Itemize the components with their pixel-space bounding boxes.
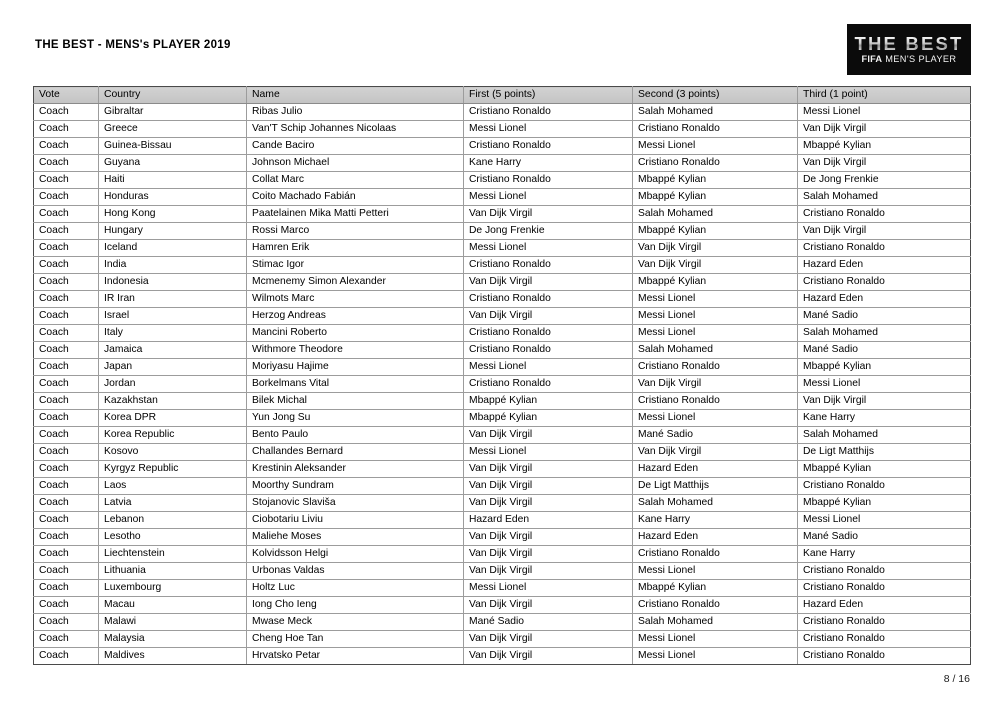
cell-second-place: Messi Lionel [633, 563, 798, 580]
table-row [34, 410, 971, 427]
cell-name: Mwase Meck [247, 614, 464, 631]
cell-country: Hungary [99, 223, 247, 240]
cell-country: Luxembourg [99, 580, 247, 597]
cell-first-place: De Jong Frenkie [464, 223, 633, 240]
cell-country: Kyrgyz Republic [99, 461, 247, 478]
cell-vote: Coach [34, 291, 99, 308]
cell-name: Krestinin Aleksander [247, 461, 464, 478]
table-row [34, 121, 971, 138]
cell-country: Lesotho [99, 529, 247, 546]
cell-second-place: Cristiano Ronaldo [633, 546, 798, 563]
cell-country: Korea DPR [99, 410, 247, 427]
column-header-first: First (5 points) [464, 87, 633, 104]
table-row [34, 155, 971, 172]
cell-second-place: Salah Mohamed [633, 206, 798, 223]
cell-vote: Coach [34, 580, 99, 597]
table-row [34, 223, 971, 240]
cell-first-place: Messi Lionel [464, 189, 633, 206]
cell-country: Laos [99, 478, 247, 495]
cell-second-place: Messi Lionel [633, 631, 798, 648]
table-row [34, 512, 971, 529]
table-header-row [34, 87, 971, 104]
cell-country: Lebanon [99, 512, 247, 529]
cell-vote: Coach [34, 138, 99, 155]
vote-table [33, 86, 971, 665]
logo-wordmark-text: THE BEST [854, 32, 964, 54]
logo-category-text: MEN'S PLAYER [882, 54, 957, 65]
cell-name: Cande Baciro [247, 138, 464, 155]
table-row [34, 393, 971, 410]
cell-country: Guinea-Bissau [99, 138, 247, 155]
vote-table-body [34, 104, 971, 665]
column-header-third: Third (1 point) [798, 87, 971, 104]
cell-third-place: Messi Lionel [798, 376, 971, 393]
cell-third-place: Messi Lionel [798, 512, 971, 529]
cell-vote: Coach [34, 597, 99, 614]
cell-first-place: Van Dijk Virgil [464, 648, 633, 665]
cell-vote: Coach [34, 308, 99, 325]
cell-first-place: Messi Lionel [464, 121, 633, 138]
cell-first-place: Hazard Eden [464, 512, 633, 529]
cell-country: Kosovo [99, 444, 247, 461]
page-title: THE BEST - MENS's PLAYER 2019 [35, 39, 231, 51]
cell-name: Urbonas Valdas [247, 563, 464, 580]
cell-third-place: Kane Harry [798, 410, 971, 427]
cell-name: Ciobotariu Liviu [247, 512, 464, 529]
table-row [34, 478, 971, 495]
cell-second-place: Salah Mohamed [633, 342, 798, 359]
table-row [34, 257, 971, 274]
cell-name: Kolvidsson Helgi [247, 546, 464, 563]
cell-country: Jordan [99, 376, 247, 393]
table-row [34, 597, 971, 614]
cell-name: Johnson Michael [247, 155, 464, 172]
cell-name: Stojanovic Slaviša [247, 495, 464, 512]
cell-country: Latvia [99, 495, 247, 512]
cell-vote: Coach [34, 546, 99, 563]
cell-third-place: De Ligt Matthijs [798, 444, 971, 461]
cell-first-place: Van Dijk Virgil [464, 308, 633, 325]
cell-third-place: Hazard Eden [798, 291, 971, 308]
table-row [34, 376, 971, 393]
page-number: 8 / 16 [943, 673, 970, 685]
cell-name: Hamren Erik [247, 240, 464, 257]
table-row [34, 461, 971, 478]
cell-third-place: Cristiano Ronaldo [798, 274, 971, 291]
cell-first-place: Van Dijk Virgil [464, 563, 633, 580]
cell-third-place: Van Dijk Virgil [798, 393, 971, 410]
cell-vote: Coach [34, 223, 99, 240]
table-row [34, 172, 971, 189]
column-header-vote: Vote [34, 87, 99, 104]
cell-vote: Coach [34, 240, 99, 257]
cell-second-place: Mané Sadio [633, 427, 798, 444]
cell-country: Korea Republic [99, 427, 247, 444]
cell-first-place: Van Dijk Virgil [464, 529, 633, 546]
cell-first-place: Van Dijk Virgil [464, 478, 633, 495]
cell-vote: Coach [34, 563, 99, 580]
table-row [34, 308, 971, 325]
cell-vote: Coach [34, 529, 99, 546]
cell-name: Withmore Theodore [247, 342, 464, 359]
cell-vote: Coach [34, 444, 99, 461]
cell-first-place: Cristiano Ronaldo [464, 138, 633, 155]
cell-second-place: Van Dijk Virgil [633, 240, 798, 257]
cell-third-place: Cristiano Ronaldo [798, 206, 971, 223]
cell-vote: Coach [34, 206, 99, 223]
cell-third-place: De Jong Frenkie [798, 172, 971, 189]
cell-first-place: Mané Sadio [464, 614, 633, 631]
cell-first-place: Mbappé Kylian [464, 393, 633, 410]
cell-third-place: Mbappé Kylian [798, 461, 971, 478]
cell-third-place: Mbappé Kylian [798, 495, 971, 512]
table-row [34, 614, 971, 631]
cell-vote: Coach [34, 257, 99, 274]
cell-first-place: Van Dijk Virgil [464, 427, 633, 444]
cell-second-place: De Ligt Matthijs [633, 478, 798, 495]
cell-third-place: Kane Harry [798, 546, 971, 563]
cell-first-place: Mbappé Kylian [464, 410, 633, 427]
cell-country: Maldives [99, 648, 247, 665]
table-row [34, 580, 971, 597]
cell-second-place: Mbappé Kylian [633, 189, 798, 206]
table-row [34, 325, 971, 342]
cell-third-place: Salah Mohamed [798, 325, 971, 342]
cell-vote: Coach [34, 376, 99, 393]
cell-third-place: Van Dijk Virgil [798, 155, 971, 172]
cell-third-place: Messi Lionel [798, 104, 971, 121]
table-row [34, 104, 971, 121]
cell-vote: Coach [34, 359, 99, 376]
cell-second-place: Messi Lionel [633, 410, 798, 427]
logo-fifa-text: FIFA [861, 54, 883, 65]
cell-second-place: Mbappé Kylian [633, 274, 798, 291]
cell-name: Holtz Luc [247, 580, 464, 597]
cell-country: IR Iran [99, 291, 247, 308]
cell-second-place: Cristiano Ronaldo [633, 121, 798, 138]
cell-country: Israel [99, 308, 247, 325]
cell-name: Borkelmans Vital [247, 376, 464, 393]
cell-country: Malawi [99, 614, 247, 631]
cell-country: Guyana [99, 155, 247, 172]
cell-second-place: Van Dijk Virgil [633, 444, 798, 461]
cell-vote: Coach [34, 495, 99, 512]
cell-third-place: Cristiano Ronaldo [798, 631, 971, 648]
cell-third-place: Mbappé Kylian [798, 138, 971, 155]
cell-vote: Coach [34, 274, 99, 291]
cell-vote: Coach [34, 104, 99, 121]
cell-second-place: Cristiano Ronaldo [633, 393, 798, 410]
cell-country: Macau [99, 597, 247, 614]
cell-second-place: Salah Mohamed [633, 104, 798, 121]
cell-name: Challandes Bernard [247, 444, 464, 461]
cell-third-place: Hazard Eden [798, 597, 971, 614]
cell-third-place: Van Dijk Virgil [798, 223, 971, 240]
column-header-name: Name [247, 87, 464, 104]
cell-country: India [99, 257, 247, 274]
table-row [34, 206, 971, 223]
cell-second-place: Messi Lionel [633, 308, 798, 325]
cell-name: Bilek Michal [247, 393, 464, 410]
cell-country: Japan [99, 359, 247, 376]
cell-country: Italy [99, 325, 247, 342]
cell-second-place: Mbappé Kylian [633, 223, 798, 240]
cell-second-place: Salah Mohamed [633, 614, 798, 631]
vote-table-container [33, 86, 970, 665]
cell-country: Honduras [99, 189, 247, 206]
table-row [34, 342, 971, 359]
cell-second-place: Van Dijk Virgil [633, 257, 798, 274]
cell-first-place: Messi Lionel [464, 240, 633, 257]
cell-second-place: Hazard Eden [633, 461, 798, 478]
cell-first-place: Messi Lionel [464, 444, 633, 461]
cell-first-place: Van Dijk Virgil [464, 495, 633, 512]
cell-first-place: Messi Lionel [464, 580, 633, 597]
cell-first-place: Cristiano Ronaldo [464, 257, 633, 274]
cell-vote: Coach [34, 461, 99, 478]
cell-first-place: Cristiano Ronaldo [464, 291, 633, 308]
cell-name: Bento Paulo [247, 427, 464, 444]
cell-name: Yun Jong Su [247, 410, 464, 427]
cell-second-place: Cristiano Ronaldo [633, 359, 798, 376]
cell-vote: Coach [34, 189, 99, 206]
cell-second-place: Salah Mohamed [633, 495, 798, 512]
cell-third-place: Van Dijk Virgil [798, 121, 971, 138]
cell-vote: Coach [34, 155, 99, 172]
table-row [34, 291, 971, 308]
cell-country: Kazakhstan [99, 393, 247, 410]
cell-name: Herzog Andreas [247, 308, 464, 325]
cell-first-place: Messi Lionel [464, 359, 633, 376]
cell-vote: Coach [34, 342, 99, 359]
cell-name: Cheng Hoe Tan [247, 631, 464, 648]
table-row [34, 138, 971, 155]
cell-first-place: Van Dijk Virgil [464, 631, 633, 648]
table-row [34, 546, 971, 563]
cell-vote: Coach [34, 427, 99, 444]
cell-name: Hrvatsko Petar [247, 648, 464, 665]
cell-first-place: Van Dijk Virgil [464, 461, 633, 478]
cell-third-place: Cristiano Ronaldo [798, 240, 971, 257]
cell-second-place: Van Dijk Virgil [633, 376, 798, 393]
table-row [34, 359, 971, 376]
cell-vote: Coach [34, 478, 99, 495]
cell-name: Moorthy Sundram [247, 478, 464, 495]
cell-first-place: Kane Harry [464, 155, 633, 172]
cell-second-place: Hazard Eden [633, 529, 798, 546]
cell-third-place: Cristiano Ronaldo [798, 580, 971, 597]
cell-country: Liechtenstein [99, 546, 247, 563]
cell-country: Lithuania [99, 563, 247, 580]
cell-third-place: Mbappé Kylian [798, 359, 971, 376]
logo-subtitle [862, 55, 957, 64]
cell-first-place: Cristiano Ronaldo [464, 325, 633, 342]
cell-name: Rossi Marco [247, 223, 464, 240]
cell-country: Gibraltar [99, 104, 247, 121]
cell-first-place: Van Dijk Virgil [464, 597, 633, 614]
table-row [34, 631, 971, 648]
table-row [34, 563, 971, 580]
column-header-second: Second (3 points) [633, 87, 798, 104]
cell-second-place: Kane Harry [633, 512, 798, 529]
cell-name: Ribas Julio [247, 104, 464, 121]
table-row [34, 189, 971, 206]
cell-country: Greece [99, 121, 247, 138]
cell-third-place: Mané Sadio [798, 308, 971, 325]
table-row [34, 240, 971, 257]
page-footer [0, 659, 1006, 709]
cell-vote: Coach [34, 631, 99, 648]
cell-second-place: Cristiano Ronaldo [633, 155, 798, 172]
cell-vote: Coach [34, 172, 99, 189]
cell-name: Van'T Schip Johannes Nicolaas [247, 121, 464, 138]
cell-name: Collat Marc [247, 172, 464, 189]
cell-first-place: Cristiano Ronaldo [464, 104, 633, 121]
cell-third-place: Salah Mohamed [798, 427, 971, 444]
cell-third-place: Mané Sadio [798, 342, 971, 359]
cell-third-place: Cristiano Ronaldo [798, 478, 971, 495]
cell-third-place: Hazard Eden [798, 257, 971, 274]
cell-vote: Coach [34, 512, 99, 529]
cell-third-place: Cristiano Ronaldo [798, 563, 971, 580]
cell-first-place: Cristiano Ronaldo [464, 342, 633, 359]
vote-table-head [34, 87, 971, 104]
cell-second-place: Messi Lionel [633, 291, 798, 308]
cell-first-place: Cristiano Ronaldo [464, 172, 633, 189]
cell-name: Moriyasu Hajime [247, 359, 464, 376]
cell-name: Stimac Igor [247, 257, 464, 274]
logo-inner [847, 24, 971, 75]
page-header [0, 0, 1006, 80]
cell-name: Maliehe Moses [247, 529, 464, 546]
cell-name: Wilmots Marc [247, 291, 464, 308]
cell-country: Jamaica [99, 342, 247, 359]
table-row [34, 495, 971, 512]
cell-vote: Coach [34, 614, 99, 631]
cell-country: Iceland [99, 240, 247, 257]
cell-first-place: Cristiano Ronaldo [464, 376, 633, 393]
cell-country: Malaysia [99, 631, 247, 648]
cell-name: Iong Cho Ieng [247, 597, 464, 614]
cell-vote: Coach [34, 648, 99, 665]
cell-name: Mancini Roberto [247, 325, 464, 342]
cell-vote: Coach [34, 325, 99, 342]
fifa-the-best-logo [847, 24, 971, 75]
cell-country: Haiti [99, 172, 247, 189]
table-row [34, 529, 971, 546]
table-row [34, 274, 971, 291]
table-row [34, 444, 971, 461]
cell-third-place: Cristiano Ronaldo [798, 614, 971, 631]
cell-vote: Coach [34, 393, 99, 410]
cell-third-place: Cristiano Ronaldo [798, 648, 971, 665]
cell-second-place: Mbappé Kylian [633, 580, 798, 597]
cell-second-place: Cristiano Ronaldo [633, 597, 798, 614]
cell-second-place: Messi Lionel [633, 138, 798, 155]
cell-first-place: Van Dijk Virgil [464, 274, 633, 291]
cell-name: Paatelainen Mika Matti Petteri [247, 206, 464, 223]
cell-third-place: Mané Sadio [798, 529, 971, 546]
cell-name: Coito Machado Fabián [247, 189, 464, 206]
cell-second-place: Mbappé Kylian [633, 172, 798, 189]
cell-first-place: Van Dijk Virgil [464, 546, 633, 563]
cell-vote: Coach [34, 121, 99, 138]
table-row [34, 427, 971, 444]
cell-country: Indonesia [99, 274, 247, 291]
cell-vote: Coach [34, 410, 99, 427]
cell-second-place: Messi Lionel [633, 648, 798, 665]
cell-third-place: Salah Mohamed [798, 189, 971, 206]
cell-country: Hong Kong [99, 206, 247, 223]
column-header-country: Country [99, 87, 247, 104]
cell-name: Mcmenemy Simon Alexander [247, 274, 464, 291]
cell-first-place: Van Dijk Virgil [464, 206, 633, 223]
cell-second-place: Messi Lionel [633, 325, 798, 342]
